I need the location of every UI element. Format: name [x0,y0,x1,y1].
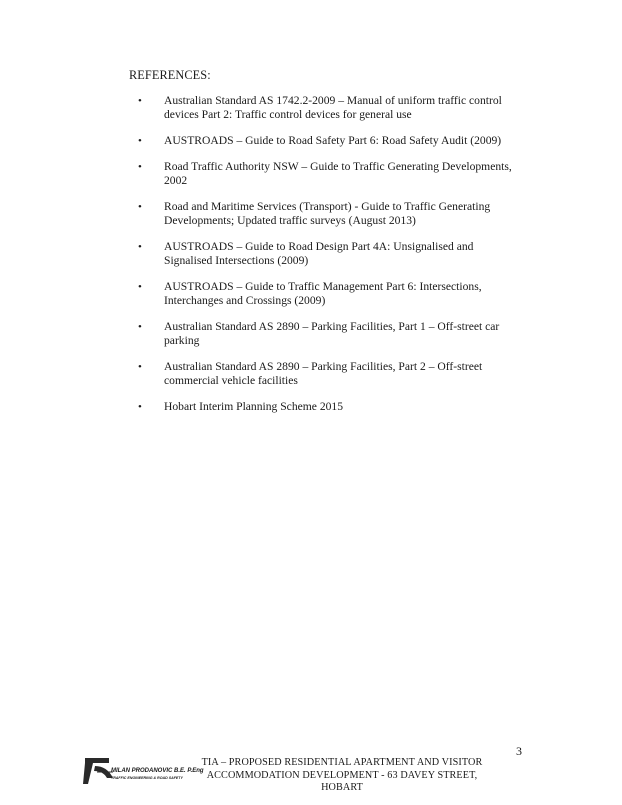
reference-text: Road Traffic Authority NSW – Guide to Traffic Generating Developments, 2002 [164,160,512,187]
page-footer [196,757,488,795]
bullet-icon: • [138,361,142,373]
company-logo [83,754,204,788]
footer-line-1: TIA – PROPOSED RESIDENTIAL APARTMENT AND VISITOR [201,757,483,768]
references-heading: REFERENCES: [129,68,211,82]
reference-item [138,160,518,188]
reference-item [138,320,518,348]
reference-item [138,200,518,228]
reference-text: Australian Standard AS 2890 – Parking Facilities, Part 1 – Off-street car parking [164,320,500,347]
reference-text: AUSTROADS – Guide to Road Design Part 4A: Unsignalised and Signalised Intersections (2009) [164,240,474,267]
reference-item [138,134,518,148]
bullet-icon: • [138,321,142,333]
bullet-icon: • [138,401,142,413]
reference-item [138,240,518,268]
reference-text: Road and Maritime Services (Transport) - Guide to Traffic Generating Developments; Updated traffic surveys (August 2013) [164,200,491,227]
reference-text: Australian Standard AS 1742.2-2009 – Manual of uniform traffic control devices Part 2: Traffic control devices for general use [164,94,502,121]
bullet-icon: • [138,161,142,173]
reference-item [138,400,518,414]
reference-item [138,94,518,122]
bullet-icon: • [138,241,142,253]
reference-text: Australian Standard AS 2890 – Parking Facilities, Part 2 – Off-street commercial vehicle facilities [164,360,483,387]
reference-item [138,360,518,388]
page-number: 3 [516,744,522,758]
reference-item [138,280,518,308]
reference-text: AUSTROADS – Guide to Road Safety Part 6: Road Safety Audit (2009) [164,134,502,147]
logo-tagline: TRAFFIC ENGINEERING & ROAD SAFETY [111,776,183,780]
bullet-icon: • [138,95,142,107]
footer-line-2: ACCOMMODATION DEVELOPMENT - 63 DAVEY STREET, HOBART [206,769,478,793]
bullet-icon: • [138,135,142,147]
reference-text: AUSTROADS – Guide to Traffic Management Part 6: Intersections, Interchanges and Crossings (2009) [164,280,482,307]
reference-text: Hobart Interim Planning Scheme 2015 [164,400,344,413]
logo-company-name: MILAN PRODANOVIC B.E. P.Eng [111,768,204,774]
references-list [138,94,518,426]
bullet-icon: • [138,201,142,213]
bullet-icon: • [138,281,142,293]
